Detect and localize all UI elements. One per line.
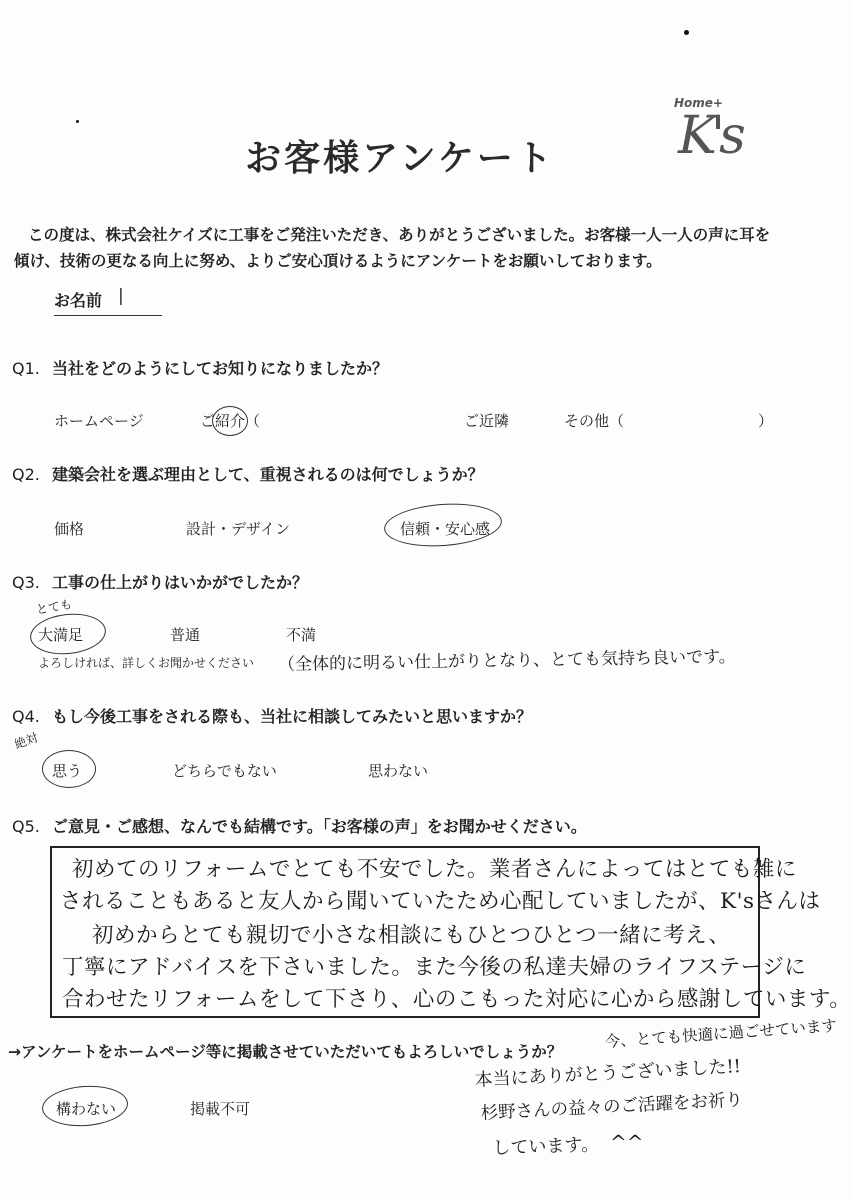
q1-option-neighbor: ご近隣	[464, 412, 510, 430]
q2-option-design: 設計・デザイン	[186, 520, 290, 538]
name-label: お名前	[54, 288, 162, 316]
intro-line-1: この度は、株式会社ケイズに工事をご発注いただき、ありがとうございました。お客様一人一人の声に耳を	[28, 226, 771, 244]
consent-option-ok: 構わない	[56, 1100, 117, 1118]
q4-number: Q4.	[12, 707, 40, 726]
q2-option-price: 価格	[54, 520, 85, 538]
q4-handwritten-note: 絶対	[12, 730, 40, 752]
q5-question	[12, 814, 587, 837]
closing-note-line-1: 今、とても快適に過ごせています	[604, 1016, 838, 1051]
closing-note-line-3: 杉野さんの益々のご活躍をお祈り	[480, 1090, 744, 1124]
q3-detail-answer: （全体的に明るい仕上がりとなり、とても気持ち良いです。	[277, 647, 736, 675]
q1-text: 当社をどのようにしてお知りになりましたか？	[52, 359, 389, 378]
q5-answer-line-3: 初めからとても親切で小さな相談にもひとつひとつ一緒に考え、	[92, 923, 731, 948]
survey-title: お客様アンケート	[245, 138, 555, 179]
ks-logo	[670, 92, 770, 182]
q2-text: 建築会社を選ぶ理由として、重視されるのは何でしょうか？	[52, 465, 484, 484]
q5-answer-line-5: 合わせたリフォームをして下さり、心のこもった対応に心から感謝しています。	[62, 987, 851, 1012]
q4-question	[12, 704, 532, 727]
q5-number: Q5.	[12, 817, 40, 836]
q1-option-referral: ご紹介（	[200, 412, 261, 430]
q5-answer-box	[50, 846, 851, 1018]
q1-selection-circle	[212, 406, 248, 436]
q2-question	[12, 462, 484, 485]
q3-detail-prompt: よろしければ、詳しくお聞かせください	[38, 656, 255, 670]
logo-ks-text: K's	[678, 106, 740, 166]
logo-home-text: Home+	[674, 96, 723, 110]
scan-speck	[76, 120, 79, 123]
q1-option-other: その他（	[564, 412, 625, 430]
q3-option-very-satisfied: 大満足	[38, 626, 84, 644]
q2-selection-circle	[383, 500, 504, 550]
intro-line-2: 傾け、技術の更なる向上に努め、よりご安心頂けるようにアンケートをお願いしております。	[14, 252, 662, 270]
q3-option-normal: 普通	[170, 626, 201, 644]
intro-text	[14, 222, 790, 274]
q3-number: Q3.	[12, 573, 40, 592]
q5-answer-line-1: 初めてのリフォームでとても不安でした。業者さんによってはとても雑に	[72, 857, 797, 882]
q1-question	[12, 356, 388, 379]
q5-answer-line-4: 丁寧にアドバイスを下さいました。また今後の私達夫婦のライフステージに	[62, 955, 807, 980]
q1-other-close: ）	[758, 412, 774, 430]
consent-selection-circle	[41, 1083, 130, 1129]
q5-text: ご意見・ご感想、なんでも結構です。「お客様の声」をお聞かせください。	[52, 817, 587, 836]
consent-option-decline: 掲載不可	[190, 1100, 251, 1118]
q4-text: もし今後工事をされる際も、当社に相談してみたいと思いますか？	[52, 707, 533, 726]
name-value: |	[118, 286, 124, 306]
q5-answer-line-2: されることもあると友人から聞いていたため心配していましたが、K'sさんは	[60, 889, 821, 914]
q3-handwritten-note: とても	[35, 596, 74, 618]
closing-note-line-2: 本当にありがとうございました!!	[474, 1056, 742, 1091]
q3-option-unsatisfied: 不満	[286, 626, 317, 644]
q2-number: Q2.	[12, 465, 40, 484]
q4-option-neutral: どちらでもない	[172, 762, 277, 780]
q3-question	[12, 570, 308, 593]
q1-option-homepage: ホームページ	[54, 412, 144, 430]
q4-selection-circle	[42, 750, 96, 788]
q4-option-yes: 思う	[52, 762, 83, 780]
q4-option-no: 思わない	[368, 762, 429, 780]
q3-text: 工事の仕上がりはいかがでしたか？	[52, 573, 309, 592]
consent-question: →アンケートをホームページ等に掲載させていただいてもよろしいでしょうか？	[8, 1043, 563, 1061]
smiley-doodle: ^^	[610, 1130, 644, 1154]
q2-option-trust: 信頼・安心感	[400, 520, 491, 538]
q1-number: Q1.	[12, 359, 40, 378]
closing-note-line-4: しています。	[492, 1134, 600, 1159]
scan-speck	[684, 30, 689, 35]
